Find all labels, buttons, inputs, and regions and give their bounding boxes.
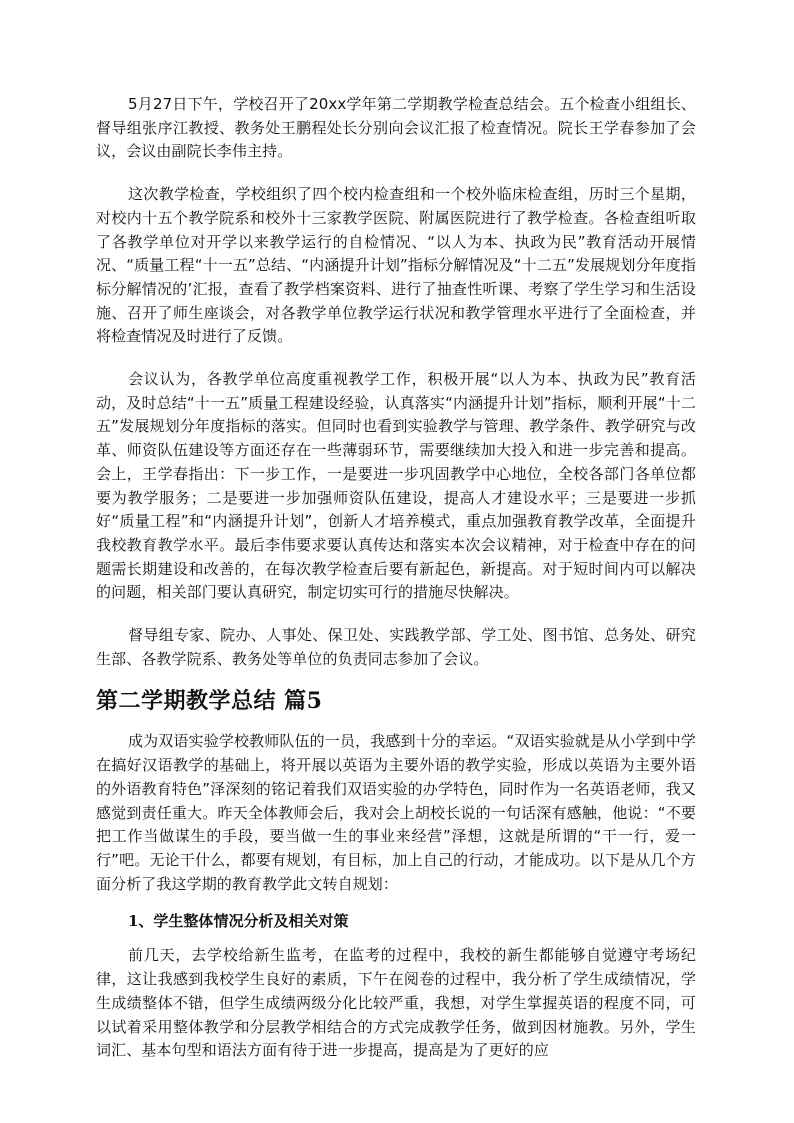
paragraph-attendees: 督导组专家、院办、人事处、保卫处、实践教学部、学工处、图书馆、总务处、研究生部、各教学院系、教务处等单位的负责同志参加了会议。	[96, 626, 696, 668]
document-page	[96, 93, 696, 1063]
paragraph-student-analysis: 前几天，去学校给新生监考，在监考的过程中，我校的新生都能够自觉遵守考场纪律，这让我感到我校学生良好的素质，下午在阅卷的过程中，我分析了学生成绩情况，学生成绩整体不错，但学生成绩两级分化比较严重，我想，对学生掌握英语的程度不同，可以试着采用整体教学和分层教学相结合的方式完成教学任务，做到因材施教。另外，学生词汇、基本句型和语法方面有待于进一步提高，提高是为了更好的应	[96, 946, 696, 1060]
paragraph-meeting-summary: 5月27日下午，学校召开了20xx学年第二学期教学检查总结会。五个检查小组组长、督导组张序江教授、教务处王鹏程处长分别向会议汇报了检查情况。院长王学春参加了会议，会议由副院长李伟主持。	[96, 95, 696, 161]
paragraph-meeting-conclusions: 会议认为，各教学单位高度重视教学工作，积极开展“以人为本、执政为民”教育活动，及时总结“十一五”质量工程建设经验，认真落实“内涵提升计划”指标，顺利开展“十二五”发展规划分年度指标的落实。但同时也看到实验教学与管理、教学条件、教学研究与改革、师资队伍建设等方面还存在一些薄弱环节，需要继续加大投入和进一步完善和提高。会上，王学春指出：下一步工作，一是要进一步巩固教学中心地位，全校各部门各单位都要为教学服务；二是要进一步加强师资队伍建设，提高人才建设水平；三是要进一步抓好“质量工程”和“内涵提升计划”，创新人才培养模式，重点加强教育教学改革，全面提升我校教育教学水平。最后李伟要求要认真传达和落实本次会议精神，对于检查中存在的问题需长期建设和改善的，在每次教学检查后要有新起色，新提高。对于短时间内可以解决的问题，相关部门要认真研究，制定切实可行的措施尽快解决。	[96, 370, 696, 602]
subsection-heading: 1、学生整体情况分析及相关对策	[128, 912, 349, 931]
section-heading: 第二学期教学总结 篇5	[96, 688, 323, 715]
paragraph-bilingual-intro: 成为双语实验学校教师队伍的一员，我感到十分的幸运。“双语实验就是从小学到中学在搞好汉语教学的基础上，将开展以英语为主要外语的教学实验，形成以英语为主要外语的外语教育特色”泽深刻的铭记着我们双语实验的办学特色，同时作为一名英语老师，我又感觉到责任重大。昨天全体教师会后，我对会上胡校长说的一句话深有感触，他说：“不要把工作当做谋生的手段，要当做一生的事业来经营”泽想，这就是所谓的“干一行，爱一行”吧。无论干什么，都要有规划，有目标，加上自己的行动，才能成功。以下是从几个方面分析了我这学期的教育教学此文转自规划：	[96, 732, 696, 893]
paragraph-inspection-details: 这次教学检查，学校组织了四个校内检查组和一个校外临床检查组，历时三个星期，对校内十五个教学院系和校外十三家教学医院、附属医院进行了教学检查。各检查组听取了各教学单位对开学以来教学运行的自检情况、“以人为本、执政为民”教育活动开展情况、“质量工程“十一五”总结、“内涵提升计划”指标分解情况及“十二五”发展规划分年度指标分解情况的’汇报，查看了教学档案资料、进行了抽查性听课、考察了学生学习和生活设施、召开了师生座谈会，对各教学单位教学运行状况和教学管理水平进行了全面检查，并将检查情况及时进行了反馈。	[96, 185, 696, 346]
